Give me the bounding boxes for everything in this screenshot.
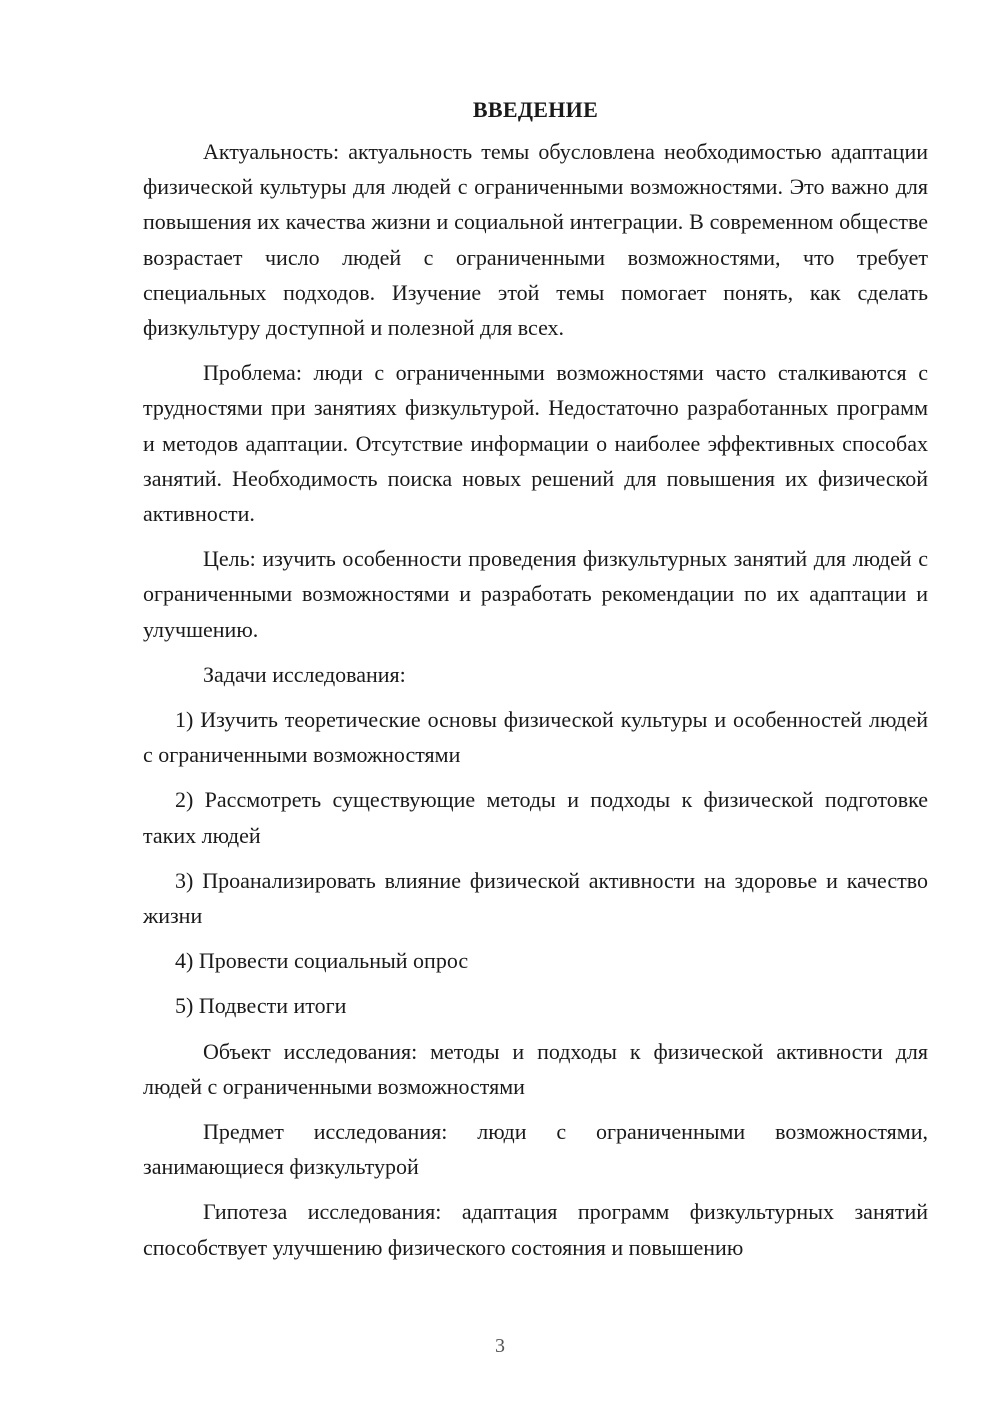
paragraph-problem: Проблема: люди с ограниченными возможностями часто сталкиваются с трудностями при занятиях физкультурой. Недостаточно разработанных программ и методов адаптации. Отсутствие информации о наиболее эффективных способах занятий. Необходимость поиска новых решений для повышения их физической активности. — [143, 360, 928, 527]
task-item-2: 2) Рассмотреть существующие методы и подходы к физической подготовке таких людей — [143, 787, 928, 848]
paragraph-relevance: Актуальность: актуальность темы обусловлена необходимостью адаптации физической культуры для людей с ограниченными возможностями. Это важно для повышения их качества жизни и социальной интеграции. В современном обществе возрастает число людей с ограниченными возможностями, что требует специальных подходов. Изучение этой темы помогает понять, как сделать физкультуру доступной и полезной для всех. — [143, 139, 928, 341]
paragraph-goal: Цель: изучить особенности проведения физкультурных занятий для людей с ограниченными возможностями и разработать рекомендации по их адаптации и улучшению. — [143, 546, 928, 642]
section-title: ВВЕДЕНИЕ — [472, 97, 599, 122]
paragraph-tasks-heading: Задачи исследования: — [203, 661, 406, 687]
page-number: 3 — [495, 1335, 505, 1357]
task-item-3: 3) Проанализировать влияние физической активности на здоровье и качество жизни — [143, 867, 928, 929]
paragraph-object: Объект исследования: методы и подходы к физической активности для людей с ограниченными возможностями — [143, 1038, 928, 1099]
task-item-4: 4) Провести социальный опрос — [175, 948, 469, 974]
document-page — [143, 96, 928, 1275]
task-item-5: 5) Подвести итоги — [175, 993, 347, 1019]
paragraph-subject: Предмет исследования: люди с ограниченными возможностями, занимающиеся физкультурой — [143, 1119, 928, 1180]
paragraph-hypothesis: Гипотеза исследования: адаптация программ физкультурных занятий способствует улучшению физического состояния и повышению — [143, 1199, 928, 1260]
task-item-1: 1) Изучить теоретические основы физической культуры и особенностей людей с ограниченными возможностями — [143, 707, 928, 768]
